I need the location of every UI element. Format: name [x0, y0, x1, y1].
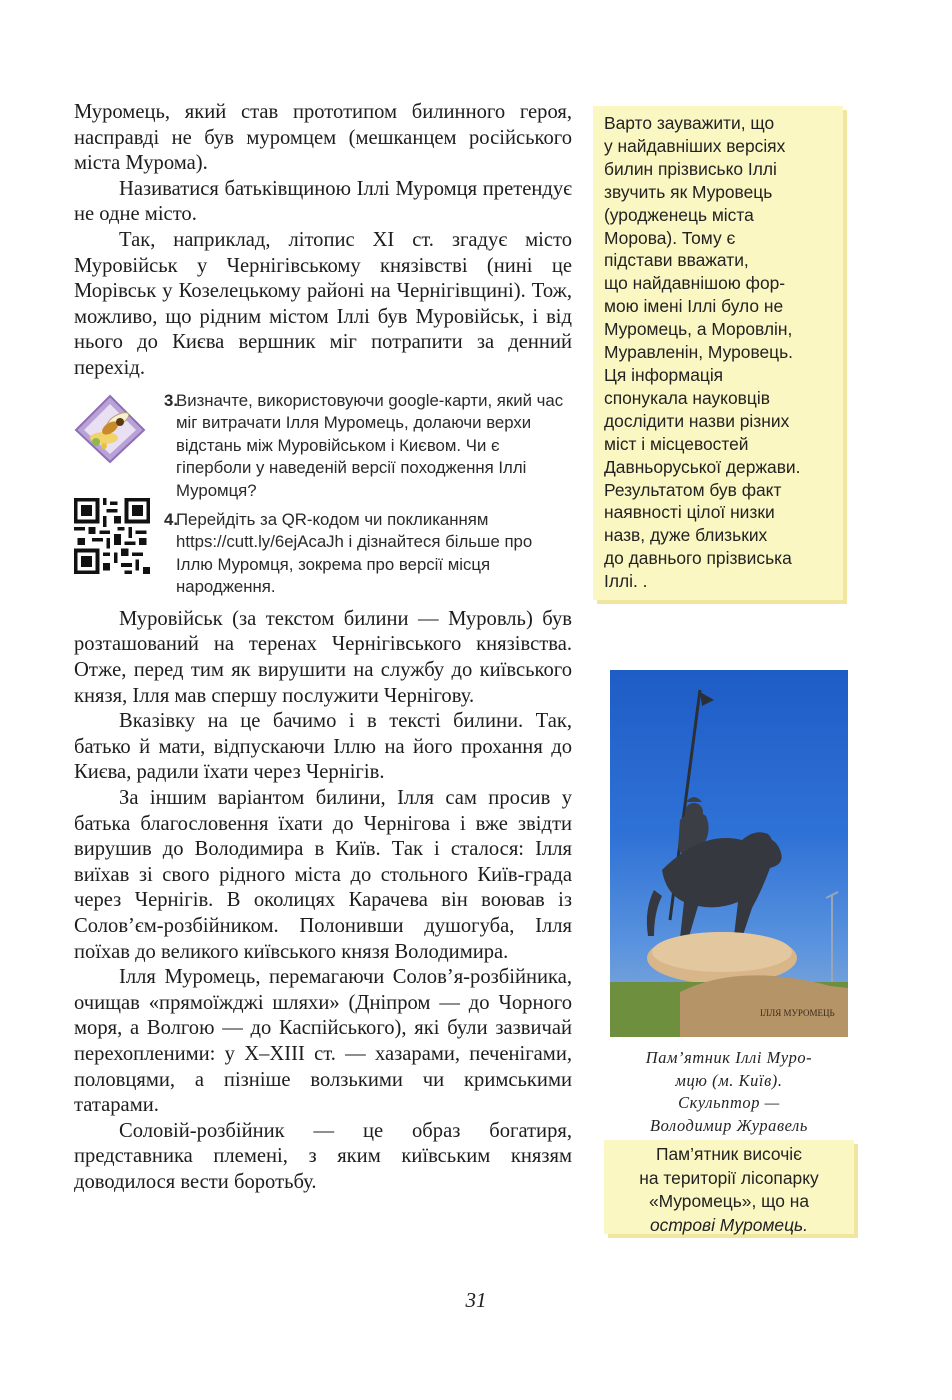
photo-caption: [606, 1047, 852, 1137]
note-line: Ця інформація: [604, 364, 724, 385]
note-line: підстави вважати,: [604, 250, 749, 271]
note-line: (уродженець міста: [604, 204, 754, 225]
paragraph-1: Муромець, який став прототипом билинного героя, насправді не був муромцем (мешканцем російського міста Мурома).: [74, 101, 572, 175]
note-line: дослідити назви різних: [604, 410, 790, 431]
main-text-column: [74, 100, 572, 1196]
task-3: [74, 390, 572, 503]
sidebar-note-box: [593, 106, 843, 600]
monument-illustration: [610, 670, 848, 1037]
note-line: Морова). Тому є: [604, 227, 736, 248]
task-4-number: 4.: [164, 509, 178, 529]
task-4-text[interactable]: Перейдіть за QR-кодом чи покликанням https://cutt.ly/6ejAcaJh і дізнайтеся більше про Іллю Муромця, зокрема про версії місця народження.: [176, 509, 533, 597]
paragraph-8: Соловій-розбійник — це образ богатиря, представника племені, з яким київським князям доводилося вести боротьбу.: [74, 1119, 572, 1193]
monument-plaque: ІЛЛЯ МУРОМЕЦЬ: [760, 1008, 835, 1018]
page-number: 31: [465, 1288, 487, 1312]
note-line: Результатом був факт: [604, 479, 782, 500]
paragraph-3: Так, наприклад, літопис XI ст. згадує місто Муровійськ у Чернігівському князівстві (нині це Морівськ у Козелецькому районі на Чернігівщині). Тож, можливо, що рідним містом Іллі був Муровійськ, і від нього до Києва вершник міг потрапити за денний перехід.: [74, 228, 572, 379]
caption-line: Скульптор —: [678, 1093, 780, 1112]
note-line: мою імені Іллі було не: [604, 296, 784, 317]
caption-line: Пам’ятник Іллі Муро-: [645, 1048, 813, 1067]
paragraph-2: Називатися батьківщиною Іллі Муромця претендує не одне місто.: [74, 177, 572, 226]
paragraph-6: За іншим варіантом билини, Ілля сам просив у батька благословення їхати до Чернігова і вже звідти вирушив до Володимира в Київ. Так і сталося: Ілля виїхав зі свого рідного міста до стольного Київ-града через Чернігів. В околицях Карачева він воював із Солов’єм-розбійником. Полонивши душогуба, Ілля поїхав до великого київського князя Володимира.: [74, 787, 572, 963]
info-line-italic: острові Муромець.: [649, 1214, 808, 1235]
task-3-number: 3.: [164, 390, 178, 410]
caption-line: мцю (м. Київ).: [675, 1070, 783, 1090]
note-line: Іллі. .: [604, 571, 648, 592]
note-line: наявності цілої низки: [604, 502, 775, 523]
note-line: у найдавніших версіях: [604, 135, 786, 156]
note-line: билин прізвисько Іллі: [604, 158, 777, 179]
tasks-block: [74, 390, 572, 599]
note-line: що найдавнішою фор-: [604, 273, 786, 294]
task-4: [74, 509, 572, 599]
paragraph-7: Ілля Муромець, перемагаючи Солов’я-розбійника, очищав «прямоїжджі шляхи» (Дніпром — до Чорного моря, а Волгою — до Каспійського), які були зазвичай перехопленими: у X–XIII ст. — хазарами, печенігами, половцями, а пізніше волзькими чи кримськими татарами.: [74, 966, 572, 1117]
note-line: звучить як Муровець: [604, 181, 773, 202]
note-line: Муравленін, Муровець.: [604, 342, 794, 363]
paragraph-4: Муровійськ (за текстом билини — Муровль) був розташований на теренах Чернігівського князівства. Отже, перед тим як вирушити на службу до київського князя, Ілля мав спершу послужити Чернігову.: [74, 607, 572, 707]
note-line: Муромець, а Моровлін,: [604, 319, 793, 340]
info-line: на території лісопарку: [639, 1167, 819, 1188]
note-line: міст і місцевостей: [604, 433, 749, 454]
caption-line: Володимир Журавель: [650, 1115, 808, 1135]
info-line: Пам’ятник височіє: [655, 1144, 803, 1164]
note-line: до давнього прізвиська: [604, 548, 792, 569]
info-line: «Муромець», що на: [648, 1191, 810, 1211]
note-line: Давньоруської держави.: [604, 456, 801, 477]
note-line: назв, дуже близьких: [604, 525, 768, 546]
monument-info-box: [604, 1140, 854, 1234]
note-line: спонукала науковців: [604, 387, 770, 408]
monument-photo: [610, 670, 848, 1037]
note-line: Варто зауважити, що: [604, 113, 775, 133]
task-3-text: Визначте, використовуючи google-карти, який час міг витрачати Ілля Муромець, долаючи верхи відстань між Муровійськом і Києвом. Чи є гіперболи у наведеній версії походження Іллі Муромця?: [176, 390, 564, 500]
paragraph-5: Вказівку на це бачимо і в тексті билини. Так, батько й мати, відпускаючи Іллю на його прохання до Києва, радили їхати через Чернігів.: [74, 710, 572, 784]
